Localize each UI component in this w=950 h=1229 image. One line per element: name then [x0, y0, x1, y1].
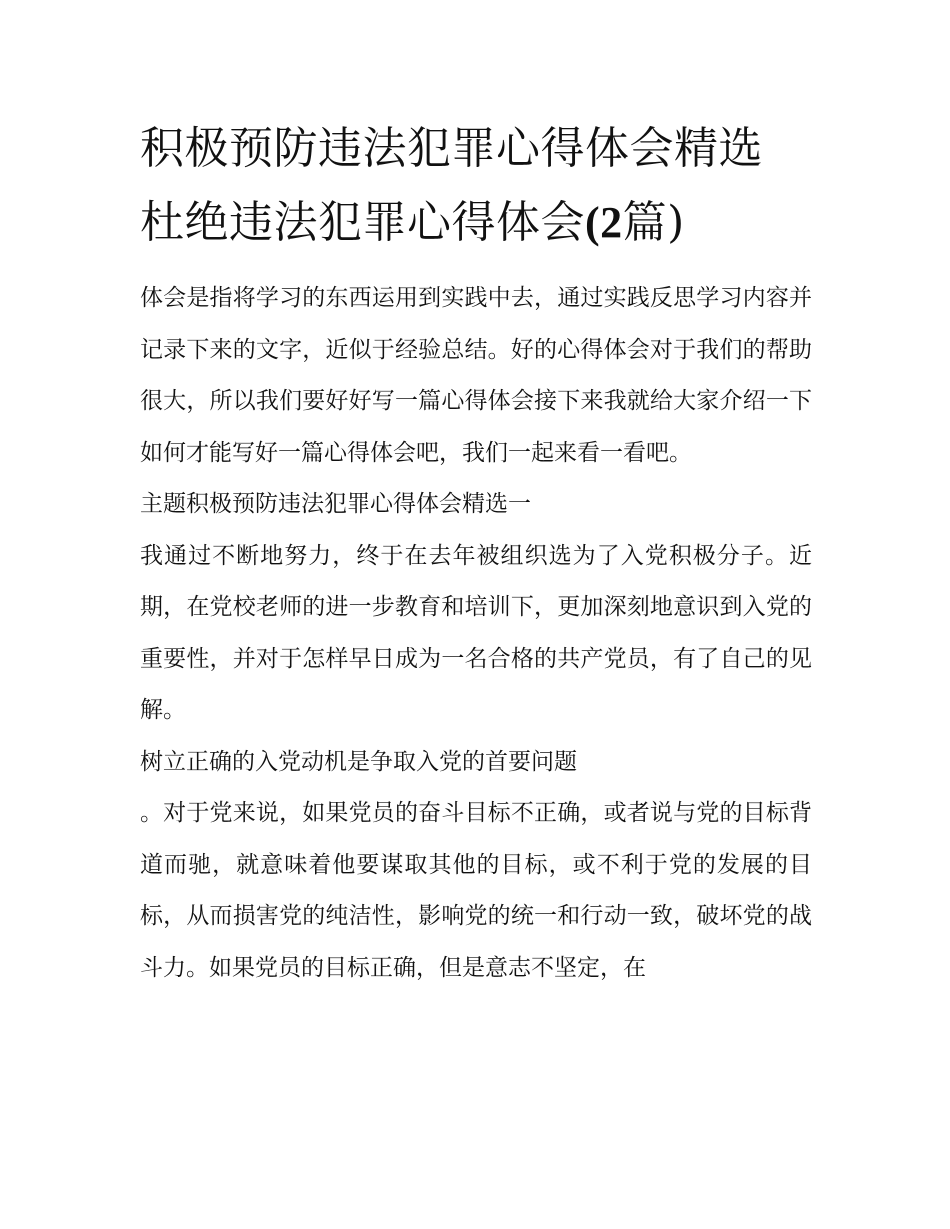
subheading-paragraph: 树立正确的入党动机是争取入党的首要问题 [140, 748, 577, 775]
intro-paragraph: 体会是指将学习的东西运用到实践中去，通过实践反思学习内容并记录下来的文字，近似于经验总结。好的心得体会对于我们的帮助很大，所以我们要好好写一篇心得体会接下来我就给大家介绍一下如何才能写好一篇心得体会吧，我们一起来看一看吧。 [140, 285, 812, 466]
document-body [140, 112, 812, 994]
body-paragraph: 。对于党来说，如果党员的奋斗目标不正确，或者说与党的目标背道而驰，就意味着他要谋取其他的目标，或不利于党的发展的目标，从而损害党的纯洁性，影响党的统一和行动一致，破坏党的战斗力。如果党员的目标正确，但是意志不坚定，在 [140, 800, 812, 981]
section-heading: 主题积极预防违法犯罪心得体会精选一 [140, 491, 531, 517]
body-paragraph: 我通过不断地努力，终于在去年被组织选为了入党积极分子。近期，在党校老师的进一步教育和培训下，更加深刻地意识到入党的重要性，并对于怎样早日成为一名合格的共产党员，有了自己的见解。 [140, 542, 812, 723]
document-title [140, 112, 812, 260]
title-text-end: 篇) [622, 197, 685, 248]
title-text: 积极预防违法犯罪心得体会精选 杜绝违法犯罪心得体会 [140, 123, 763, 248]
title-paren-text: (2 [585, 198, 623, 247]
